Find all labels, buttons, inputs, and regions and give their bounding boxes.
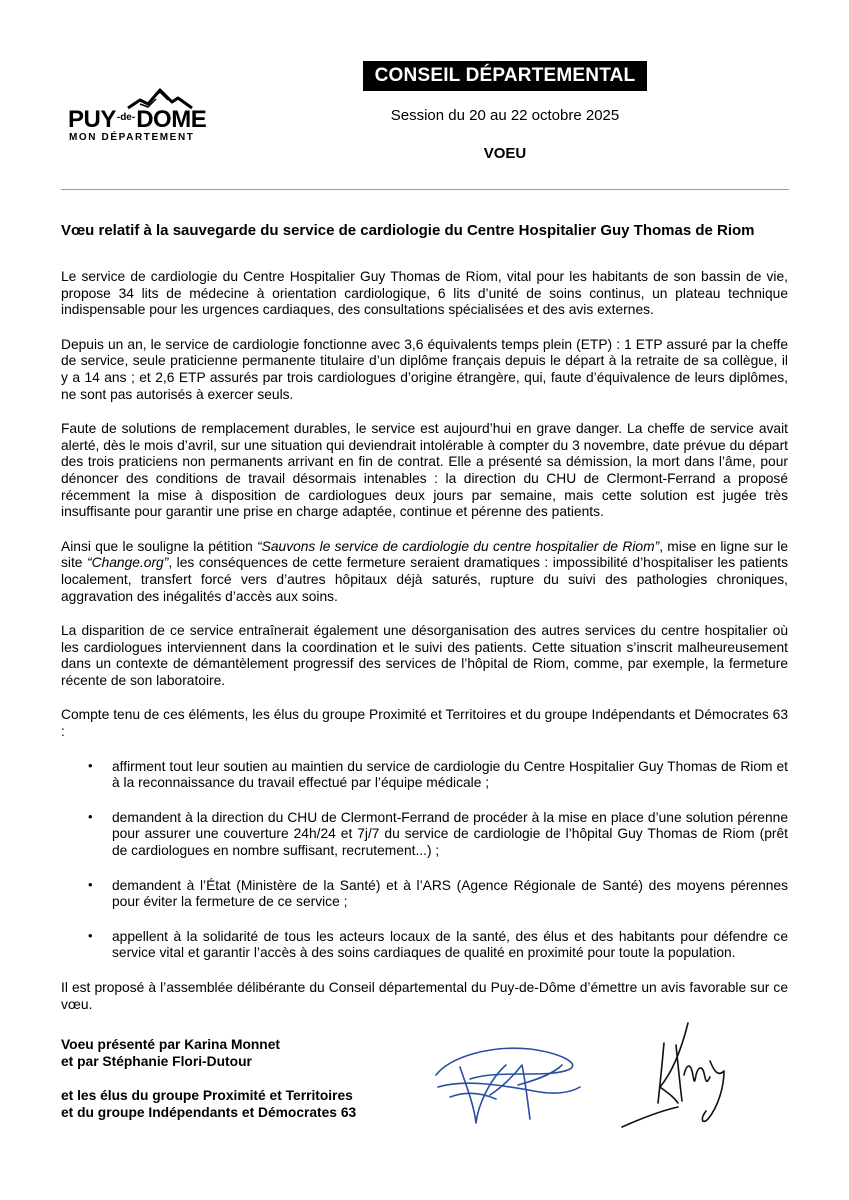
signers-block [61,1036,421,1121]
petition-title: “Sauvons le service de cardiologie du centre hospitalier de Riom” [257,538,660,554]
document-title: Vœu relatif à la sauvegarde du service de cardiologie du Centre Hospitalier Guy Thomas de Riom [61,222,755,239]
logo-wordmark: $PUY^{-de-}DOME$ [68,106,207,133]
document-body [61,269,788,1031]
bullet-icon: • [88,808,93,824]
signer-line-3: et les élus du groupe Proximité et Territoires [61,1088,353,1103]
list-item: • appellent à la solidarité de tous les acteurs locaux de la santé, des élus et des habitants pour défendre ce service vital et garantir l’accès à des soins cardiaques de qualité en proximité pour toute la population. [88,927,788,961]
paragraph-5: La disparition de ce service entraînerait également une désorganisation des autres services du centre hospitalier où les cardiologues interviennent dans la coordination et le suivi des patients. Cette situation s’inscrit malheureusement dans un contexte de démantèlement progressif des services de l’hôpital de Riom, comme, par exemple, la fermeture récente de son laboratoire. [61,623,788,688]
list-item: • affirment tout leur soutien au maintien du service de cardiologie du Centre Hospitalier Guy Thomas de Riom et à la reconnaissance du travail effectué par l’équipe médicale ; [88,757,788,791]
signer-line-2: et par Stéphanie Flori-Dutour [61,1054,252,1069]
bullet-icon: • [88,927,93,943]
signer-line-4: et du groupe Indépendants et Démocrates 63 [61,1105,357,1120]
signature-flori-dutour-icon [620,1015,750,1130]
paragraph-2: Depuis un an, le service de cardiologie fonctionne avec 3,6 équivalents temps plein (ETP) : 1 ETP assuré par la cheffe de service, seule praticienne permanente titulaire d’un diplôme français depuis le départ à la retraite de sa collègue, il y a 14 ans ; et 2,6 ETP assurés par trois cardiologues d’origine étrangère, qui, faute d’équivalence de leurs diplômes, ne sont pas autorisés à exercer seuls. [61,336,788,402]
list-item: • demandent à l’État (Ministère de la Santé) et à l’ARS (Agence Régionale de Santé) des moyens pérennes pour éviter la fermeture de ce service ; [88,876,788,910]
signature-monnet-icon [430,1035,590,1130]
document-type: VOEU [483,145,527,162]
conseil-badge: CONSEIL DÉPARTEMENTAL [363,61,647,91]
session-dates: Session du 20 au 22 octobre 2025 [390,107,620,124]
conclusion-paragraph: Il est proposé à l’assemblée délibérante du Conseil départemental du Puy-de-Dôme d’émettre un avis favorable sur ce vœu. [61,980,788,1012]
demands-list [61,759,788,962]
puy-de-dome-logo [68,86,216,148]
petition-site: “Change.org” [87,555,169,571]
paragraph-1: Le service de cardiologie du Centre Hospitalier Guy Thomas de Riom, vital pour les habitants de son bassin de vie, propose 34 lits de médecine à orientation cardiologique, 6 lits d’unité de soins continus, un plateau technique indispensable pour les urgences cardiaques, des consultations spécialisées et des avis externes. [61,269,788,318]
signer-line-1: Voeu présenté par Karina Monnet [61,1037,281,1052]
paragraph-6: Compte tenu de ces éléments, les élus du groupe Proximité et Territoires et du groupe Indépendants et Démocrates 63 : [61,707,788,740]
logo-tagline: MON DÉPARTEMENT [69,132,195,143]
paragraph-3: Faute de solutions de remplacement durables, le service est aujourd’hui en grave danger. La cheffe de service avait alerté, dès le mois d’avril, sur une situation qui deviendrait intolérable à compter du 3 novembre, date prévue du départ des trois praticiens non permanents arrivant en fin de contrat. Elle a présenté sa démission, la mort dans l’âme, pour dénoncer des conditions de travail désormais intenables : la direction du CHU de Clermont-Ferrand a proposé récemment la mise à disposition de cardiologues deux jours par semaine, mais cette solution est jugée très insuffisante pour garantir une prise en charge adaptée, continue et pérenne des patients. [61,421,788,520]
bullet-icon: • [88,876,93,892]
bullet-icon: • [88,757,93,773]
list-item: • demandent à la direction du CHU de Clermont-Ferrand de procéder à la mise en place d’une solution pérenne pour assurer une couverture 24h/24 et 7j/7 du service de cardiologie de l’hôpital Guy Thomas de Riom (prêt de cardiologues en nombre suffisant, recrutement...) ; [88,808,788,859]
paragraph-4: Ainsi que le souligne la pétition “Sauvons le service de cardiologie du centre hospitalier de Riom”, mise en ligne sur le site “Change.org”, les conséquences de cette fermeture seraient dramatiques : impossibilité d’hospitaliser les patients localement, transfert forcé vers d’autres hôpitaux déjà saturés, rupture du suivi des pathologies chroniques, aggravation des inégalités d’accès aux soins. [61,538,789,604]
header-divider [61,189,789,190]
